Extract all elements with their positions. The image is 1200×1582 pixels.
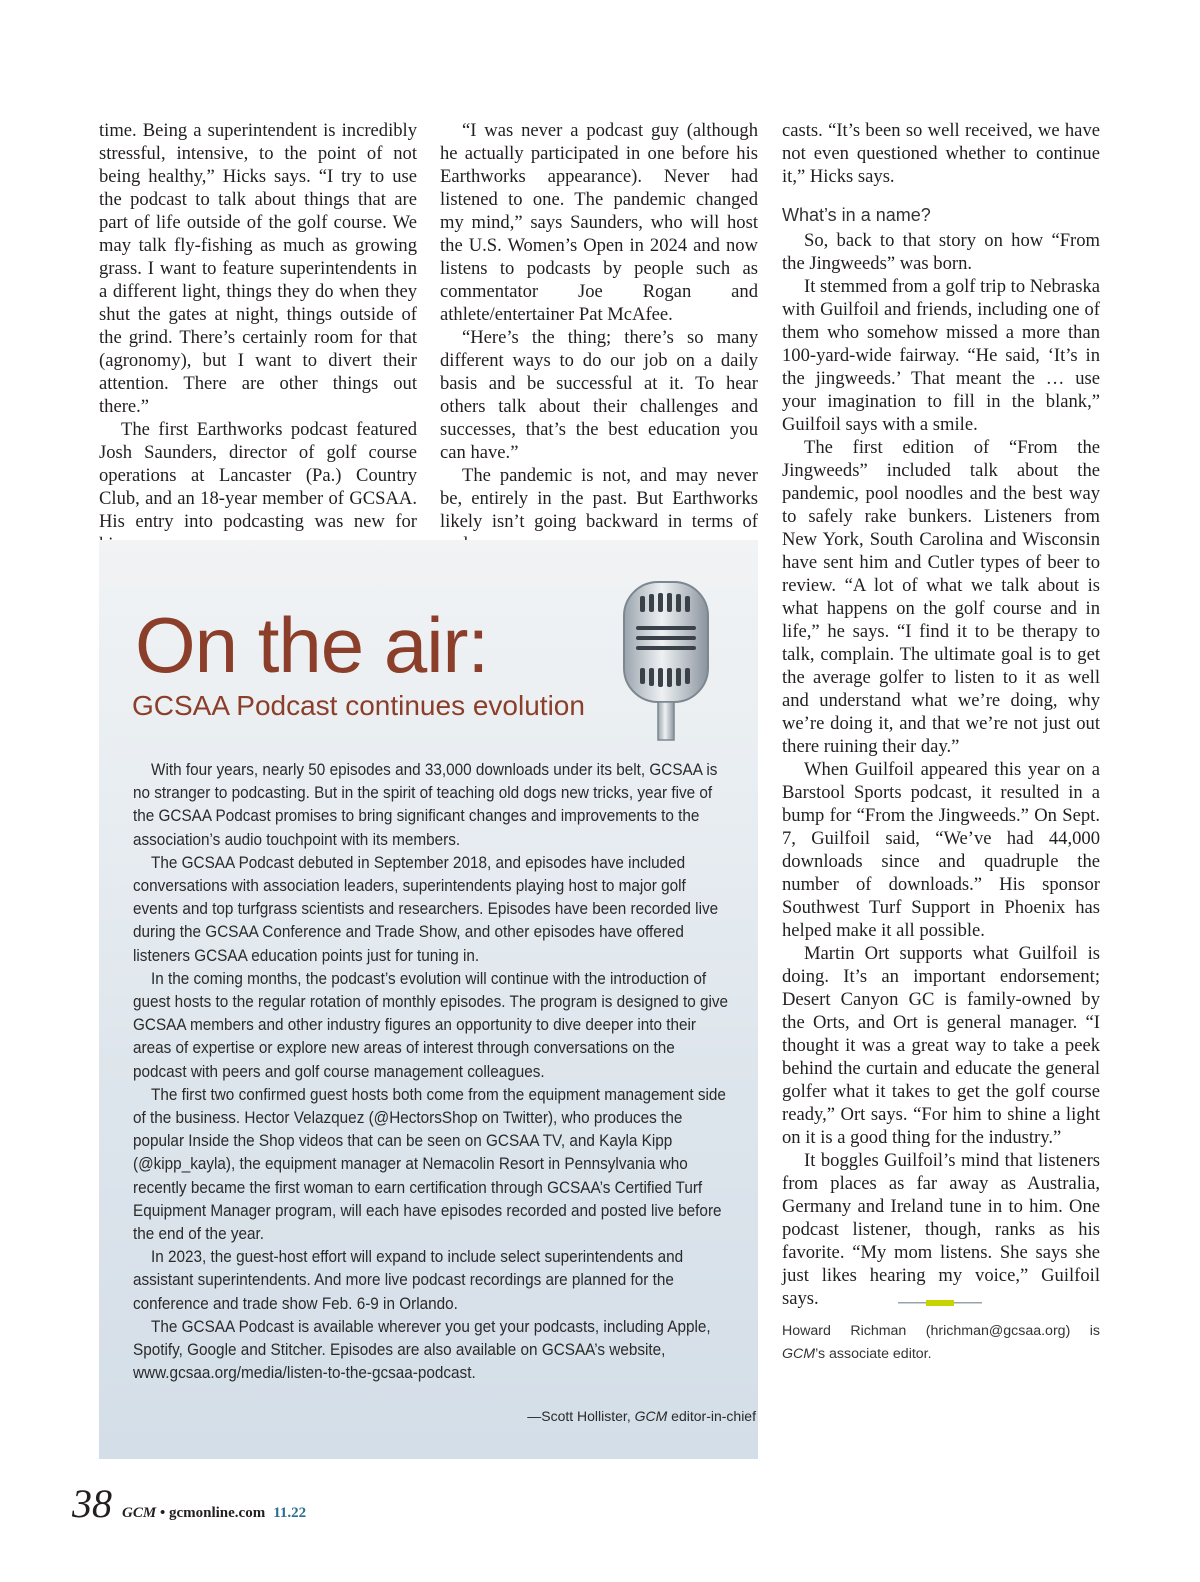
article-paragraph: time. Being a superintendent is incredibly stressful, intensive, to the point of not being healthy,” Hicks says. “I try to use the podcast to talk about things that are part of life outside of the golf course. We may talk fly-fishing as much as growing grass. I want to feature superintendents in a different light, things they do when they shut the gates at night, things outside of the grind. There’s certainly room for that (agronomy), but I want to divert their attention. There are other things out there.” bbox=[99, 120, 417, 417]
folio-website: gcmonline.com bbox=[168, 1505, 266, 1521]
article-paragraph: “I was never a podcast guy (although he actually participated in one before his Earthworks appearance). Never had listened to one. The pandemic changed my mind,” says Saunders, who will host the U.S. Women’s Open in 2024 and now listens to podcasts by people such as commentator Joe Rogan and athlete/entertainer Pat McAfee. bbox=[440, 120, 758, 325]
folio-magazine: GCM bbox=[122, 1505, 157, 1521]
bio-text: Howard Richman (hrichman@gcsaa.org) is bbox=[782, 1323, 1100, 1339]
article-paragraph: The first Earthworks podcast featured Josh Saunders, director of golf course operations at Lancaster (Pa.) Country Club, and an 18-year member of GCSAA. His entry into podcasting was new for bbox=[99, 419, 417, 532]
sidebar-paragraph: The GCSAA Podcast debuted in September 2018, and episodes have included conversations with association leaders, superintendents playing host to major golf events and top turfgrass scientists and researchers. Episodes have been recorded live during the GCSAA Conference and Trade Show, and other episodes have offered listeners GCSAA education points just for tuning in. bbox=[133, 852, 719, 965]
section-divider bbox=[898, 1299, 982, 1307]
article-paragraph: It stemmed from a golf trip to Nebraska with Guilfoil and friends, including one of them who somehow missed a more than 100-yard-wide fairway. “He said, ‘It’s in the jingweeds.’ That meant the … use your imagination to fill in the blank,” Guilfoil says with a smile. bbox=[782, 276, 1100, 435]
signature-author: —Scott Hollister, bbox=[527, 1408, 631, 1424]
article-column-2 bbox=[440, 119, 758, 556]
sidebar-subtitle: GCSAA Podcast continues evolution bbox=[132, 690, 585, 721]
sidebar-body bbox=[133, 758, 729, 1384]
sidebar-paragraph: The first two confirmed guest hosts both come from the equipment management side of the business. Hector Velazquez (@HectorsShop on Twitter), who produces the popular Inside the Shop videos that can be seen on GCSAA TV, and Kayla Kipp (@kipp_kayla), the equipment manager at Nemacolin Resort in Pennsylvania who recently became the first woman to earn certification through GCSAA’s Certified Turf Equipment Manager program, will each have episodes recorded and posted live before the end of the year. bbox=[133, 1084, 726, 1244]
folio-issue: 11.22 bbox=[273, 1505, 307, 1521]
page-folio bbox=[72, 1480, 306, 1527]
signature-publication: GCM bbox=[634, 1408, 668, 1424]
article-paragraph: When Guilfoil appeared this year on a Barstool Sports podcast, it resulted in a bump for “From the Jingweeds.” On Sept. 7, Guilfoil said, “We’ve had 44,000 downloads since and quadruple the number of downloads.” His sponsor Southwest Turf Support in Phoenix has helped make it all possible. bbox=[782, 759, 1100, 941]
article-paragraph: So, back to that story on how “From the Jingweeds” was born. bbox=[782, 230, 1100, 274]
author-bio bbox=[782, 1320, 1100, 1366]
bio-suffix: ’s associate editor. bbox=[815, 1346, 932, 1362]
article-paragraph: The first edition of “From the Jingweeds” included talk about the pandemic, pool noodles and the best way to safely rake bunkers. Listeners from New York, South Carolina and Wisconsin have sent him and Cutler types of beer to review. “A lot of what we talk about is what happens on the golf course and in life,” he says. “I find it to be therapy to talk, complain. The ultimate goal is to get the average golfer to listen to it as well and understand what we’re doing, why we’re doing it, and that we’re not just out there ruining their day.” bbox=[782, 437, 1100, 757]
article-paragraph: The pandemic is not, and may never be, entirely in the past. But Earthworks likely isn’t going backward in terms of bbox=[440, 465, 758, 532]
article-paragraph: casts. “It’s been so well received, we have not even questioned whether to continue it,” Hicks says. bbox=[782, 120, 1100, 187]
sidebar-paragraph: In the coming months, the podcast’s evolution will continue with the introduction of guest hosts to the regular rotation of monthly episodes. The program is designed to give GCSAA members and other industry figures an opportunity to dive deeper into their areas of expertise or explore new areas of interest through conversations on the podcast with peers and golf course management colleagues. bbox=[133, 968, 729, 1081]
signature-role: editor-in-chief bbox=[671, 1408, 756, 1424]
sidebar-title: On the air: bbox=[135, 601, 489, 689]
bio-publication: GCM bbox=[782, 1346, 816, 1362]
article-column-3 bbox=[782, 119, 1100, 1310]
folio-publication bbox=[122, 1505, 265, 1521]
sidebar-paragraph: With four years, nearly 50 episodes and 33,000 downloads under its belt, GCSAA is no stranger to podcasting. But in the spirit of teaching old dogs new tricks, year five of the GCSAA Podcast promises to bring significant changes and improvements to the association’s audio touchpoint with its members. bbox=[133, 760, 718, 849]
article-paragraph: “Here’s the thing; there’s so many different ways to do our job on a daily basis and be successful at it. To hear others talk about their challenges and successes, that’s the best education you can have.” bbox=[440, 327, 758, 463]
article-column-1 bbox=[99, 119, 417, 556]
sidebar-paragraph: The GCSAA Podcast is available wherever you get your podcasts, including Apple, Spotify, Google and Stitcher. Episodes are also available on GCSAA’s website, www.gcsaa.org/media/listen-to-the-gcsaa-podcast. bbox=[133, 1316, 711, 1383]
article-paragraph: It boggles Guilfoil’s mind that listeners from places as far away as Australia, Germany and Ireland tune in to him. One podcast listener, though, ranks as his favorite. “My mom listens. She says she just likes hearing my voice,” Guilfoil says. bbox=[782, 1150, 1100, 1309]
section-subhead: What’s in a name? bbox=[782, 205, 931, 225]
article-paragraph: Martin Ort supports what Guilfoil is doing. It’s an important endorsement; Desert Canyon GC is family-owned by the Orts, and Ort is general manager. “I thought it was a great way to take a peek behind the curtain and educate the general golfer what it takes to get the golf course ready,” Ort says. “For him to shine a light on it is a good thing for the industry.” bbox=[782, 943, 1100, 1148]
sidebar-signature bbox=[527, 1408, 756, 1424]
folio-separator: • bbox=[159, 1505, 166, 1521]
page-number: 38 bbox=[72, 1481, 112, 1526]
sidebar-paragraph: In 2023, the guest-host effort will expand to include select superintendents and assistant superintendents. And more live podcast recordings are planned for the conference and trade show Feb. 6-9 in Orlando. bbox=[133, 1247, 684, 1313]
microphone-icon bbox=[606, 572, 726, 742]
